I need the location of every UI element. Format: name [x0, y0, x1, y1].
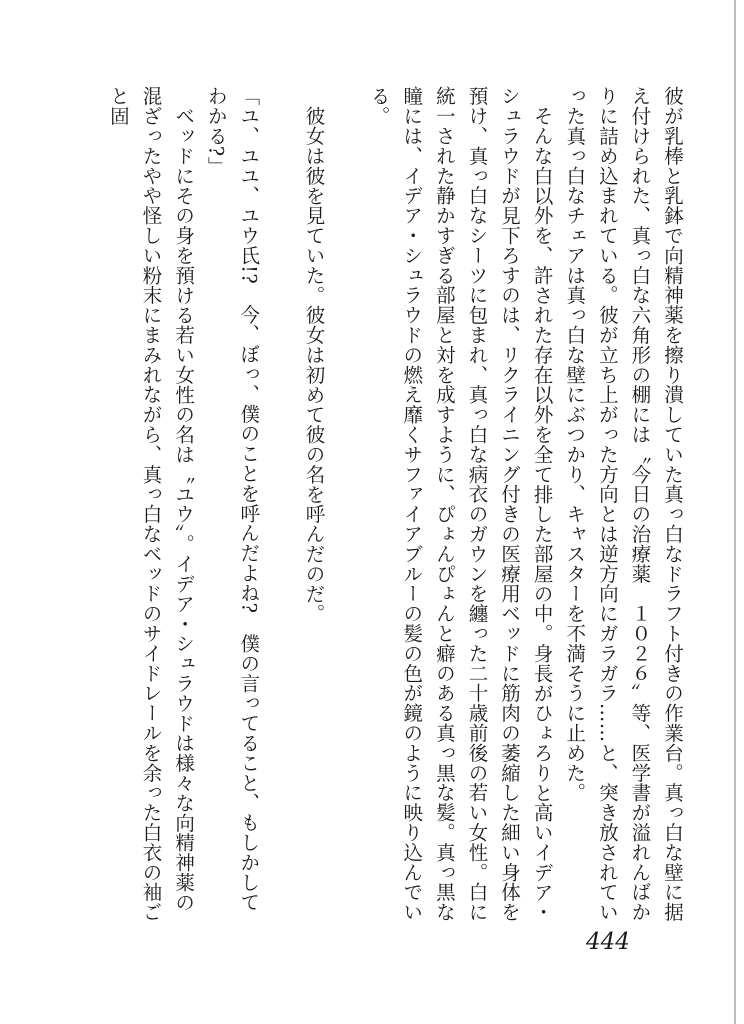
- page-binding-edge: [734, 0, 736, 1024]
- paragraph-yuu-name: ベッドにその身を預ける若い女性の名は〝ユウ〟。イデア・シュラウドは様々な向精神薬の混ざったやや怪しい粉末にまみれながら、真っ白なベッドのサイドレールを余った白衣の袖ごと固: [106, 86, 196, 922]
- vertical-body-text: [106, 86, 688, 926]
- paragraph-dialogue: 「ユ、ユユ、ユウ氏!? 今、ぼっ、僕のことを呼んだよね? 僕の言ってること、もしかしてわかる?」: [204, 86, 261, 912]
- paragraph-white-room: そんな白以外を、許された存在以外を全て排した部屋の中。身長がひょろりと高いイデア・シュラウドが見下ろすのは、リクライニング付きの医療用ベッドに筋肉の萎縮した細い身体を預け、真っ白なシーツに包まれ、真っ白な病衣のガウンを纏った二十歳前後の若い女性。白に統一された静かすぎる部屋と対を成すように、ぴょんぴょんと癖のある真っ黒な髪。真っ黒な瞳には、イデア・シュラウドの燃え靡くサファイアブルーの髪の色が鏡のように映り込んでいる。: [367, 86, 554, 922]
- page-number: 444: [586, 929, 630, 955]
- paragraph-lab-description: 彼が乳棒と乳鉢で向精神薬を擦り潰していた真っ白なドラフト付きの作業台。真っ白な壁に据え付けられた、真っ白な六角形の棚には〝今日の治療薬 １０２６〟等、医学書が溢れんばかりに詰め込まれている。彼が立ち上がった方向とは逆方向にガラガラ……と、突き放されていった真っ白なチェアは真っ白な壁にぶつかり、キャスターを不満そうに止めた。: [563, 86, 684, 922]
- paragraph-she-called-name: 彼女は彼を見ていた。彼女は初めて彼の名を呼んだのだ。: [302, 105, 326, 623]
